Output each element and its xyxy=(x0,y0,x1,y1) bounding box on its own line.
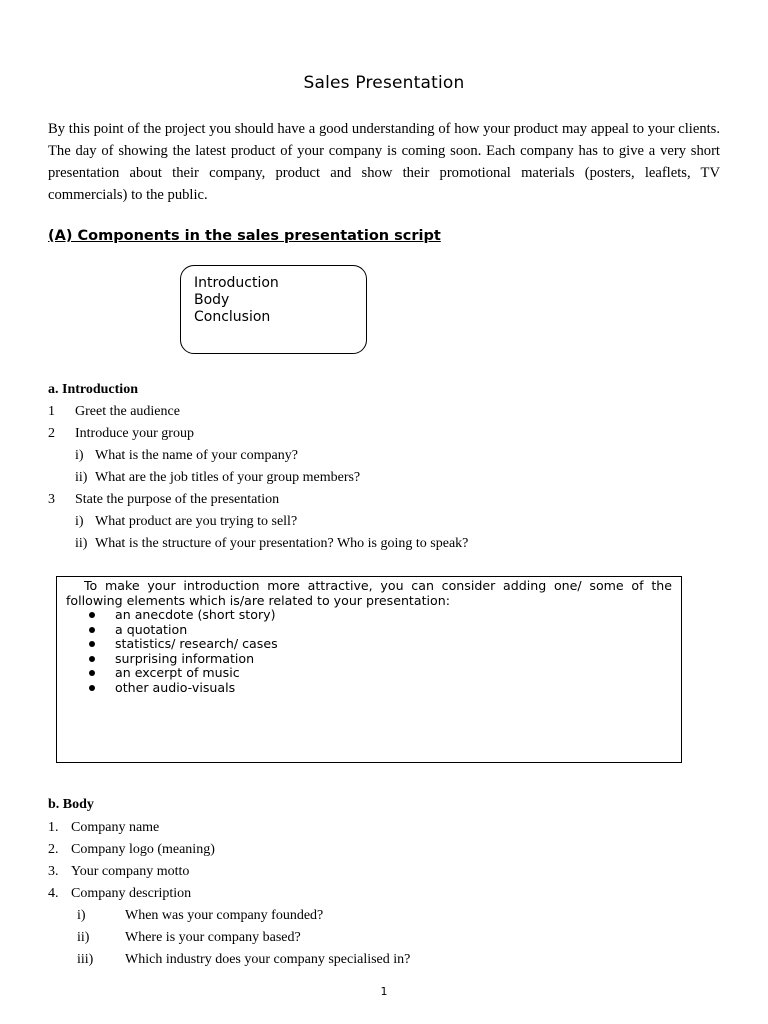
bullet-item xyxy=(87,681,278,696)
bullet-icon xyxy=(89,612,95,618)
bullet-icon xyxy=(89,627,95,633)
bullet-item xyxy=(87,623,278,638)
bullet-item xyxy=(87,608,278,623)
list-text: Where is your company based? xyxy=(125,930,301,945)
list-number: ii) xyxy=(75,470,88,485)
list-text: Company description xyxy=(71,886,192,901)
list-text: What is the name of your company? xyxy=(95,448,298,463)
introduction-heading: a. Introduction xyxy=(48,382,138,397)
list-text: Introduce your group xyxy=(75,426,194,441)
list-number: ii) xyxy=(75,536,88,551)
list-number: i) xyxy=(75,514,84,529)
list-number: ii) xyxy=(77,930,90,945)
component-conclusion: Conclusion xyxy=(194,309,271,325)
bullet-item xyxy=(87,637,278,652)
list-text: Which industry does your company specialised in? xyxy=(125,952,411,967)
list-number: iii) xyxy=(77,952,94,967)
bullet-item xyxy=(87,652,278,667)
bullet-text: an excerpt of music xyxy=(115,665,240,681)
list-number: 1 xyxy=(48,404,55,419)
tip-box xyxy=(56,576,682,763)
list-number: 2 xyxy=(48,426,55,441)
intro-paragraph: By this point of the project you should have a good understanding of how your product may appeal to your clients. The day of showing the latest product of your company is coming soon. Each company has to give a very short presentation about their company, product and show their promotional materials (posters, leaflets, TV commercials) to the public. xyxy=(48,121,720,203)
bullet-item xyxy=(87,666,278,681)
bullet-text: statistics/ research/ cases xyxy=(115,636,278,652)
list-number: i) xyxy=(75,448,84,463)
list-text: Greet the audience xyxy=(75,404,180,419)
list-text: What are the job titles of your group members? xyxy=(95,470,361,485)
component-body: Body xyxy=(194,292,230,308)
list-number: 3 xyxy=(48,492,55,507)
body-heading: b. Body xyxy=(48,797,94,812)
list-text: Your company motto xyxy=(71,864,190,879)
bullet-icon xyxy=(89,641,95,647)
list-number: 4. xyxy=(48,886,59,901)
bullet-icon xyxy=(89,685,95,691)
page-number: 1 xyxy=(380,985,388,998)
tip-bullet-list xyxy=(87,608,278,696)
bullet-text: surprising information xyxy=(115,650,255,666)
section-a-heading: (A) Components in the sales presentation script xyxy=(48,228,441,244)
list-text: What is the structure of your presentation? Who is going to speak? xyxy=(95,536,469,551)
list-number: 2. xyxy=(48,842,59,857)
list-number: 1. xyxy=(48,820,59,835)
list-text: State the purpose of the presentation xyxy=(75,492,280,507)
list-text: When was your company founded? xyxy=(125,908,324,923)
list-text: What product are you trying to sell? xyxy=(95,514,298,529)
tip-text: To make your introduction more attractive, you can consider adding one/ some of the following elements which is/are related to your presentation: xyxy=(66,578,672,608)
bullet-icon xyxy=(89,670,95,676)
component-introduction: Introduction xyxy=(194,275,279,291)
list-number: i) xyxy=(77,908,86,923)
bullet-icon xyxy=(89,656,95,662)
list-text: Company name xyxy=(71,820,160,835)
list-number: 3. xyxy=(48,864,59,879)
list-text: Company logo (meaning) xyxy=(71,842,215,857)
bullet-text: other audio-visuals xyxy=(115,679,236,695)
bullet-text: a quotation xyxy=(115,621,188,637)
bullet-text: an anecdote (short story) xyxy=(115,607,276,622)
components-box xyxy=(180,265,367,354)
document-title: Sales Presentation xyxy=(303,73,465,93)
